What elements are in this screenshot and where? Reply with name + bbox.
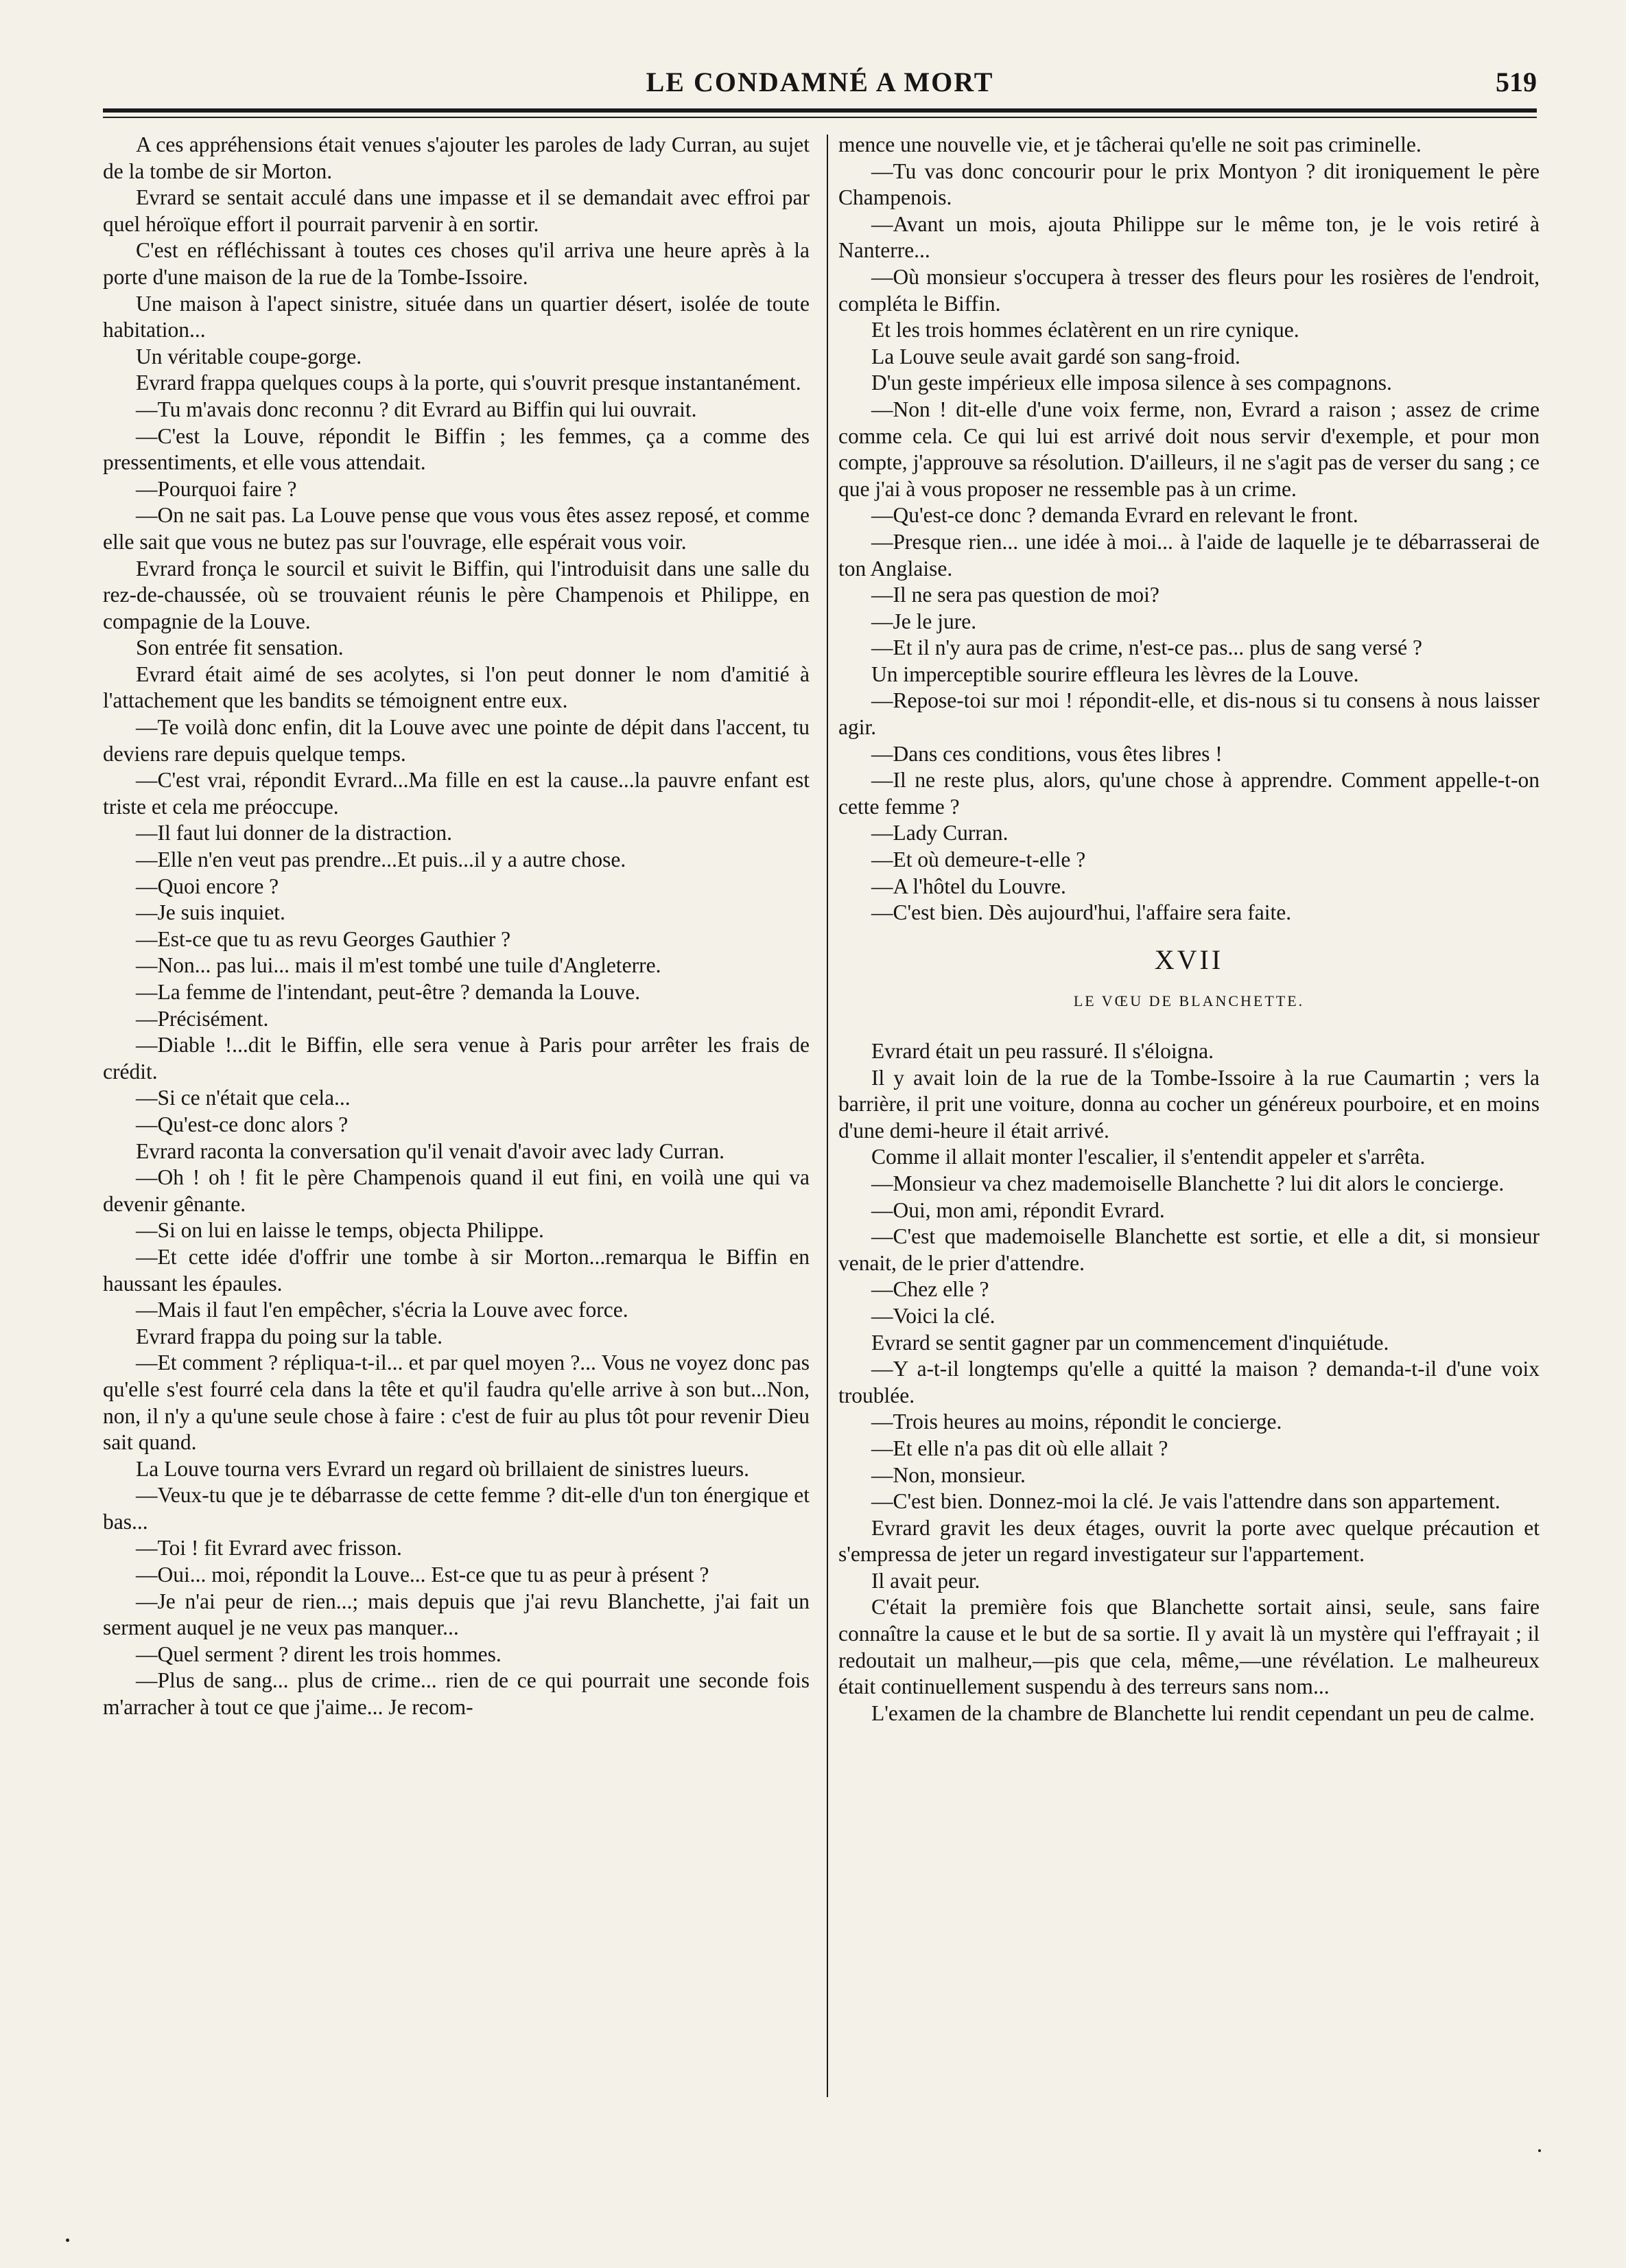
paragraph: —Il ne reste plus, alors, qu'une chose à apprendre. Comment appelle-t-on cette femme ? (838, 768, 1540, 819)
paragraph: —Tu vas donc concourir pour le prix Montyon ? dit ironiquement le père Champenois. (838, 159, 1540, 210)
paragraph: A ces appréhensions était venues s'ajouter les paroles de lady Curran, au sujet de la tombe de sir Morton. (103, 132, 810, 183)
paragraph: —Mais il faut l'en empêcher, s'écria la Louve avec force. (136, 1298, 628, 1322)
chapter-title: LE VŒU DE BLANCHETTE. (1073, 992, 1305, 1010)
paragraph: Il avait peur. (871, 1568, 980, 1593)
paragraph: Comme il allait monter l'escalier, il s'entendit appeler et s'arrêta. (871, 1145, 1426, 1169)
paragraph: —Quoi encore ? (136, 874, 279, 898)
chapter-number: XVII (1154, 944, 1224, 975)
paragraph: La Louve tourna vers Evrard un regard où brillaient de sinistres lueurs. (136, 1456, 749, 1481)
paragraph: —Repose-toi sur moi ! répondit-elle, et dis-nous si tu consens à nous laisser agir. (838, 688, 1540, 740)
paragraph: —Il faut lui donner de la distraction. (136, 821, 452, 845)
paragraph: —C'est bien. Dès aujourd'hui, l'affaire sera faite. (871, 900, 1292, 925)
paragraph: mence une nouvelle vie, et je tâcherai qu'elle ne soit pas criminelle. (838, 132, 1422, 156)
right-column (838, 132, 1540, 2101)
header-rule-thin (103, 117, 1537, 118)
paragraph: —Toi ! fit Evrard avec frisson. (136, 1536, 402, 1560)
paragraph: Evrard fronça le sourcil et suivit le Biffin, qui l'introduisit dans une salle du rez-de-chaussée, où se trouvaient réunis le père Champenois et Philippe, en compagnie de la Louve. (103, 556, 810, 633)
paragraph: —Non ! dit-elle d'une voix ferme, non, Evrard a raison ; assez de crime comme cela. Ce qui lui est arrivé doit nous servir d'exemple, et pour mon compte, j'approuve sa résolution. D'ailleurs, il ne s'agit pas de verser du sang ; ce que j'ai à vous proposer ne ressemble pas à un crime. (838, 397, 1540, 501)
paragraph: —Qu'est-ce donc ? demanda Evrard en relevant le front. (871, 503, 1358, 528)
paragraph: —Presque rien... une idée à moi... à l'aide de laquelle je te débarrasserai de ton Anglaise. (838, 529, 1540, 581)
paragraph: —C'est bien. Donnez-moi la clé. Je vais l'attendre dans son appartement. (871, 1489, 1500, 1514)
paragraph: —Je n'ai peur de rien...; mais depuis que j'ai revu Blanchette, j'ai fait un serment auquel je ne veux pas manquer... (103, 1589, 810, 1640)
paragraph: —Lady Curran. (871, 821, 1009, 845)
header-rule-thick (103, 108, 1537, 113)
paragraph: L'examen de la chambre de Blanchette lui rendit cependant un peu de calme. (871, 1700, 1535, 1725)
paragraph: —Y a-t-il longtemps qu'elle a quitté la maison ? demanda-t-il d'une voix troublée. (838, 1357, 1540, 1407)
paragraph: —Pourquoi faire ? (136, 476, 297, 501)
paragraph: —Tu m'avais donc reconnu ? dit Evrard au Biffin qui lui ouvrait. (136, 397, 697, 421)
paragraph: —Et où demeure-t-elle ? (871, 847, 1086, 872)
paragraph: Evrard raconta la conversation qu'il venait d'avoir avec lady Curran. (136, 1138, 725, 1163)
paragraph: Une maison à l'apect sinistre, située dans un quartier désert, isolée de toute habitation... (103, 291, 810, 342)
paragraph: —Non... pas lui... mais il m'est tombé une tuile d'Angleterre. (136, 953, 661, 978)
paragraph: Evrard frappa quelques coups à la porte, qui s'ouvrit presque instantanément. (136, 371, 801, 395)
page-header (103, 66, 1537, 100)
left-column (103, 132, 810, 2101)
paragraph: —Trois heures au moins, répondit le concierge. (871, 1410, 1282, 1434)
paragraph: C'est en réfléchissant à toutes ces choses qu'il arriva une heure après à la porte d'une maison de la rue de la Tombe-Issoire. (103, 238, 810, 289)
paragraph: —Avant un mois, ajouta Philippe sur le même ton, je le vois retiré à Nanterre... (838, 211, 1540, 263)
paragraph: —Te voilà donc enfin, dit la Louve avec une pointe de dépit dans l'accent, tu deviens rare depuis quelque temps. (103, 715, 810, 766)
paragraph: —Je suis inquiet. (136, 900, 285, 925)
paragraph: —Qu'est-ce donc alors ? (136, 1112, 349, 1136)
paragraph: —On ne sait pas. La Louve pense que vous vous êtes assez reposé, et comme elle sait que vous ne butez pas sur l'ouvrage, elle espérait vous voir. (103, 503, 810, 554)
paragraph: Evrard gravit les deux étages, ouvrit la porte avec quelque précaution et s'empressa de jeter un regard investigateur sur l'appartement. (838, 1515, 1540, 1567)
paragraph: —Et cette idée d'offrir une tombe à sir Morton...remarqua le Biffin en haussant les épaules. (103, 1244, 810, 1296)
paragraph: Evrard était un peu rassuré. Il s'éloigna. (871, 1039, 1214, 1063)
paragraph: —Plus de sang... plus de crime... rien de ce qui pourrait une seconde fois m'arracher à tout ce que j'aime... Je recom- (103, 1668, 810, 1720)
paragraph: —Veux-tu que je te débarrasse de cette femme ? dit-elle d'un ton énergique et bas... (103, 1483, 810, 1534)
paragraph: —Si on lui en laisse le temps, objecta Philippe. (136, 1218, 544, 1243)
paragraph: —Et elle n'a pas dit où elle allait ? (871, 1436, 1168, 1460)
paragraph: —Oui... moi, répondit la Louve... Est-ce que tu as peur à présent ? (136, 1563, 709, 1587)
column-divider (827, 135, 828, 2097)
paragraph: —Dans ces conditions, vous êtes libres ! (871, 741, 1223, 766)
paragraph: —C'est la Louve, répondit le Biffin ; les femmes, ça a comme des pressentiments, et elle vous attendait. (103, 423, 810, 475)
paragraph: —Si ce n'était que cela... (136, 1086, 351, 1110)
paragraph: Il y avait loin de la rue de la Tombe-Issoire à la rue Caumartin ; vers la barrière, il prit une voiture, donna au cocher un généreux pourboire, et en moins d'une demi-heure il était arrivé. (838, 1065, 1540, 1143)
paragraph: —Elle n'en veut pas prendre...Et puis...il y a autre chose. (136, 847, 626, 872)
paragraph: —Où monsieur s'occupera à tresser des fleurs pour les rosières de l'endroit, compléta le Biffin. (838, 264, 1540, 316)
paragraph: Un véritable coupe-gorge. (136, 344, 362, 369)
paragraph: Son entrée fit sensation. (136, 635, 344, 660)
paragraph: Et les trois hommes éclatèrent en un rire cynique. (871, 318, 1299, 342)
right-column-bottom-text (838, 1038, 1540, 1727)
paragraph: —Monsieur va chez mademoiselle Blanchette ? lui dit alors le concierge. (871, 1171, 1505, 1195)
paragraph: —Et il n'y aura pas de crime, n'est-ce pas... plus de sang versé ? (871, 635, 1422, 660)
paragraph: —La femme de l'intendant, peut-être ? demanda la Louve. (136, 980, 641, 1004)
paragraph: —Chez elle ? (871, 1277, 989, 1302)
paragraph: C'était la première fois que Blanchette sortait ainsi, seule, sans faire connaître la cause et le but de sa sortie. Il y avait là un mystère qui l'effrayait ; il redoutait un malheur,—pis que cela, même,—une révélation. Le malheureux était continuellement suspendu à des terreurs sans nom... (838, 1595, 1540, 1699)
paragraph: Evrard se sentait acculé dans une impasse et il se demandait avec effroi par quel héroïque effort il pourrait parvenir à en sortir. (103, 185, 810, 236)
specks (66, 2238, 69, 2242)
page-number: 519 (1496, 67, 1537, 97)
paragraph: —Est-ce que tu as revu Georges Gauthier ? (136, 926, 511, 951)
paragraph: —Diable !...dit le Biffin, elle sera venue à Paris pour arrêter les frais de crédit. (103, 1033, 810, 1084)
paragraph: —Précisément. (136, 1006, 269, 1031)
paragraph: —Oh ! oh ! fit le père Champenois quand il eut fini, en voilà une qui va devenir gênante. (103, 1165, 810, 1216)
paragraph: —A l'hôtel du Louvre. (871, 874, 1066, 898)
paragraph: Evrard était aimé de ses acolytes, si l'on peut donner le nom d'amitié à l'attachement que les bandits se témoignent entre eux. (103, 662, 810, 713)
running-title: LE CONDAMNÉ A MORT (646, 67, 994, 97)
paragraph: —Je le jure. (871, 609, 977, 633)
paragraph: —Et comment ? répliqua-t-il... et par quel moyen ?... Vous ne voyez donc pas qu'elle s'est fourré cela dans la tête et qu'il faudra qu'elle arrive à son but...Non, non, il n'y a qu'une seule chose à faire : c'est de fuir au plus tôt pour revenir Dieu sait quand. (103, 1351, 810, 1455)
paragraph: —Il ne sera pas question de moi? (871, 583, 1159, 607)
paragraph: —C'est vrai, répondit Evrard...Ma fille en est la cause...la pauvre enfant est triste et cela me préoccupe. (103, 768, 810, 819)
paragraph: —Quel serment ? dirent les trois hommes. (136, 1641, 502, 1666)
paragraph: —Oui, mon ami, répondit Evrard. (871, 1197, 1165, 1222)
paragraph: D'un geste impérieux elle imposa silence à ses compagnons. (871, 371, 1392, 395)
paragraph: Evrard frappa du poing sur la table. (136, 1324, 443, 1348)
paragraph: Un imperceptible sourire effleura les lèvres de la Louve. (871, 662, 1359, 686)
paragraph: La Louve seule avait gardé son sang-froid. (871, 344, 1240, 369)
paragraph: —Non, monsieur. (871, 1462, 1026, 1487)
paragraph: —C'est que mademoiselle Blanchette est sortie, et elle a dit, si monsieur venait, de le prier d'attendre. (838, 1224, 1540, 1275)
right-column-top-text (838, 132, 1540, 926)
specks (1538, 2149, 1541, 2152)
paragraph: —Voici la clé. (871, 1303, 995, 1328)
paragraph: Evrard se sentit gagner par un commencement d'inquiétude. (871, 1330, 1389, 1355)
